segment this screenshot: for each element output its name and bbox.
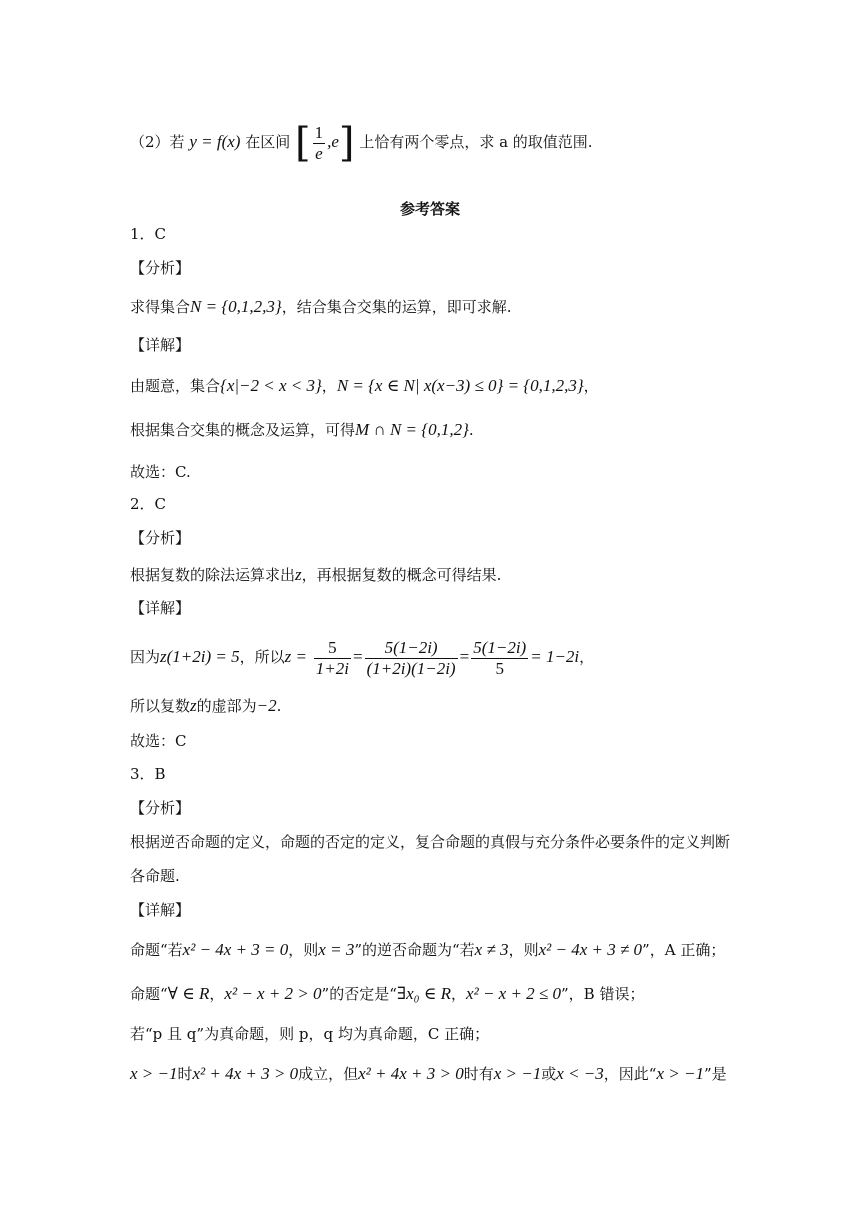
math: z = bbox=[284, 647, 307, 666]
answer-1-analysis-tag: 【分析】 bbox=[130, 259, 191, 277]
text: ， bbox=[321, 377, 337, 395]
answers-title: 参考答案 bbox=[399, 200, 460, 218]
answer-2-conclusion: 故选：C bbox=[130, 732, 187, 750]
math: x² + 4x + 3 > 0 bbox=[192, 1064, 299, 1083]
q2-function: y = f(x) bbox=[189, 132, 241, 151]
math: x² − 4x + 3 ≠ 0 bbox=[538, 940, 643, 959]
frac-num: 5(1−2i) bbox=[365, 638, 458, 659]
math: z bbox=[295, 565, 302, 584]
text: ，结合集合交集的运算，即可求解. bbox=[281, 298, 512, 316]
fraction-3 bbox=[471, 638, 528, 679]
right-bracket: ] bbox=[338, 120, 355, 166]
text: ，则 bbox=[508, 941, 539, 959]
answer-2-detail-line-2 bbox=[130, 694, 281, 718]
answer-2-detail-line-1: 因为z(1+2i) = 5，所以z = $\frac{5}{1+2i}$ = $\frac{5(1-2i)}{(1+2i)(1-2i)}$ = $\frac{5(1-2i)}{5}$ = 1−2i， bbox=[130, 637, 595, 678]
answer-3-detail-tag: 【详解】 bbox=[130, 901, 191, 919]
q2-prefix: （2）若 bbox=[130, 133, 185, 151]
answer-3-detail-line-4 bbox=[130, 1062, 727, 1086]
answer-1-detail-line-2 bbox=[130, 418, 474, 442]
math: x > −1 bbox=[130, 1064, 178, 1083]
text: 时 bbox=[177, 1065, 193, 1083]
q2-frac-den: e bbox=[315, 143, 323, 163]
text: ，则 bbox=[288, 941, 319, 959]
answer-1-analysis bbox=[130, 295, 511, 319]
text: 因为 bbox=[130, 648, 161, 666]
answer-3-detail-line-1 bbox=[130, 938, 725, 962]
answer-3-detail-line-2 bbox=[130, 982, 644, 1006]
math: N = {0,1,2,3} bbox=[190, 297, 282, 316]
answer-1-detail-line-1 bbox=[130, 374, 599, 398]
text: ， bbox=[209, 985, 225, 1003]
math: N = {x ∈ N| x(x−3) ≤ 0} = {0,1,2,3} bbox=[336, 376, 584, 395]
math: x ≠ 3 bbox=[474, 940, 509, 959]
math: x < −3 bbox=[556, 1064, 604, 1083]
text: 或 bbox=[541, 1065, 557, 1083]
math: x = 3 bbox=[318, 940, 355, 959]
text: ”的逆否命题为“若 bbox=[354, 941, 475, 959]
answer-2-analysis bbox=[130, 563, 501, 587]
answer-1-detail-tag: 【详解】 bbox=[130, 336, 191, 354]
left-bracket: [ bbox=[295, 120, 311, 166]
text: ， bbox=[451, 985, 467, 1003]
text: ”，A 正确； bbox=[642, 941, 726, 959]
text: ，所以 bbox=[239, 648, 285, 666]
answer-1-conclusion: 故选：C. bbox=[130, 463, 191, 481]
text: 由题意，集合 bbox=[130, 377, 221, 395]
text: . bbox=[468, 421, 474, 439]
text: 时有 bbox=[463, 1065, 494, 1083]
text: 根据集合交集的概念及运算，可得 bbox=[130, 421, 356, 439]
answer-2-number: 2．C bbox=[130, 495, 167, 513]
q2-frac-num: 1 bbox=[314, 122, 324, 142]
answer-3-number: 3．B bbox=[130, 765, 166, 783]
math: ∃x₀ ∈ R bbox=[396, 984, 452, 1003]
text: 的虚部为 bbox=[196, 697, 257, 715]
answer-3-analysis-tag: 【分析】 bbox=[130, 799, 191, 817]
text: 所以复数 bbox=[130, 697, 191, 715]
text: ，因此“ bbox=[603, 1065, 657, 1083]
text: ”是 bbox=[703, 1065, 727, 1083]
math: {x|−2 < x < 3} bbox=[220, 376, 322, 395]
answer-3-analysis-line-2: 各命题. bbox=[130, 867, 180, 885]
frac-den: 1+2i bbox=[315, 658, 349, 678]
answer-2-analysis-tag: 【分析】 bbox=[130, 529, 191, 547]
frac-den: 5 bbox=[495, 658, 504, 678]
text: 成立，但 bbox=[298, 1065, 359, 1083]
frac-num: 5(1−2i) bbox=[473, 637, 527, 657]
text: 命题“ bbox=[130, 985, 168, 1003]
text: ”的否定是“ bbox=[321, 985, 397, 1003]
math: x² + 4x + 3 > 0 bbox=[358, 1064, 464, 1083]
math: = 1−2i bbox=[530, 647, 580, 666]
math: −2 bbox=[256, 696, 277, 715]
answer-2-detail-tag: 【详解】 bbox=[130, 599, 191, 617]
answer-1-number: 1．C bbox=[130, 225, 167, 243]
math: z(1+2i) = 5 bbox=[160, 647, 240, 666]
q2-suffix: 上恰有两个零点，求 a 的取值范围. bbox=[359, 133, 593, 151]
q2-mid: 在区间 bbox=[245, 133, 291, 151]
text: ，再根据复数的概念可得结果. bbox=[301, 566, 502, 584]
frac-den: (1+2i)(1−2i) bbox=[366, 658, 456, 678]
fraction-2 bbox=[365, 638, 458, 679]
math: x > −1 bbox=[493, 1064, 542, 1083]
math: ∀ ∈ R bbox=[167, 984, 210, 1003]
answer-3-detail-line-3: 若“p 且 q”为真命题，则 p，q 均为真命题，C 正确； bbox=[130, 1025, 490, 1043]
fraction-1 bbox=[314, 638, 351, 679]
q2-fraction bbox=[313, 123, 326, 164]
text: ”，B 错误； bbox=[561, 985, 645, 1003]
math: z bbox=[190, 696, 197, 715]
text: . bbox=[276, 697, 282, 715]
math: M ∩ N = {0,1,2} bbox=[355, 420, 469, 439]
text: 求得集合 bbox=[130, 298, 191, 316]
frac-num: 5 bbox=[314, 638, 351, 659]
text: ， bbox=[579, 648, 595, 666]
question-2 bbox=[130, 118, 593, 166]
math: x² − x + 2 > 0 bbox=[224, 984, 322, 1003]
math: x² − 4x + 3 = 0 bbox=[182, 940, 289, 959]
q2-interval-rest: ,e bbox=[327, 132, 339, 151]
text: ， bbox=[583, 377, 599, 395]
math: x > −1 bbox=[656, 1064, 704, 1083]
answer-3-analysis-line-1: 根据逆否命题的定义，命题的否定的定义，复合命题的真假与充分条件必要条件的定义判断 bbox=[130, 833, 731, 851]
text: 命题“若 bbox=[130, 941, 183, 959]
math: x² − x + 2 ≤ 0 bbox=[466, 984, 562, 1003]
text: 根据复数的除法运算求出 bbox=[130, 566, 296, 584]
